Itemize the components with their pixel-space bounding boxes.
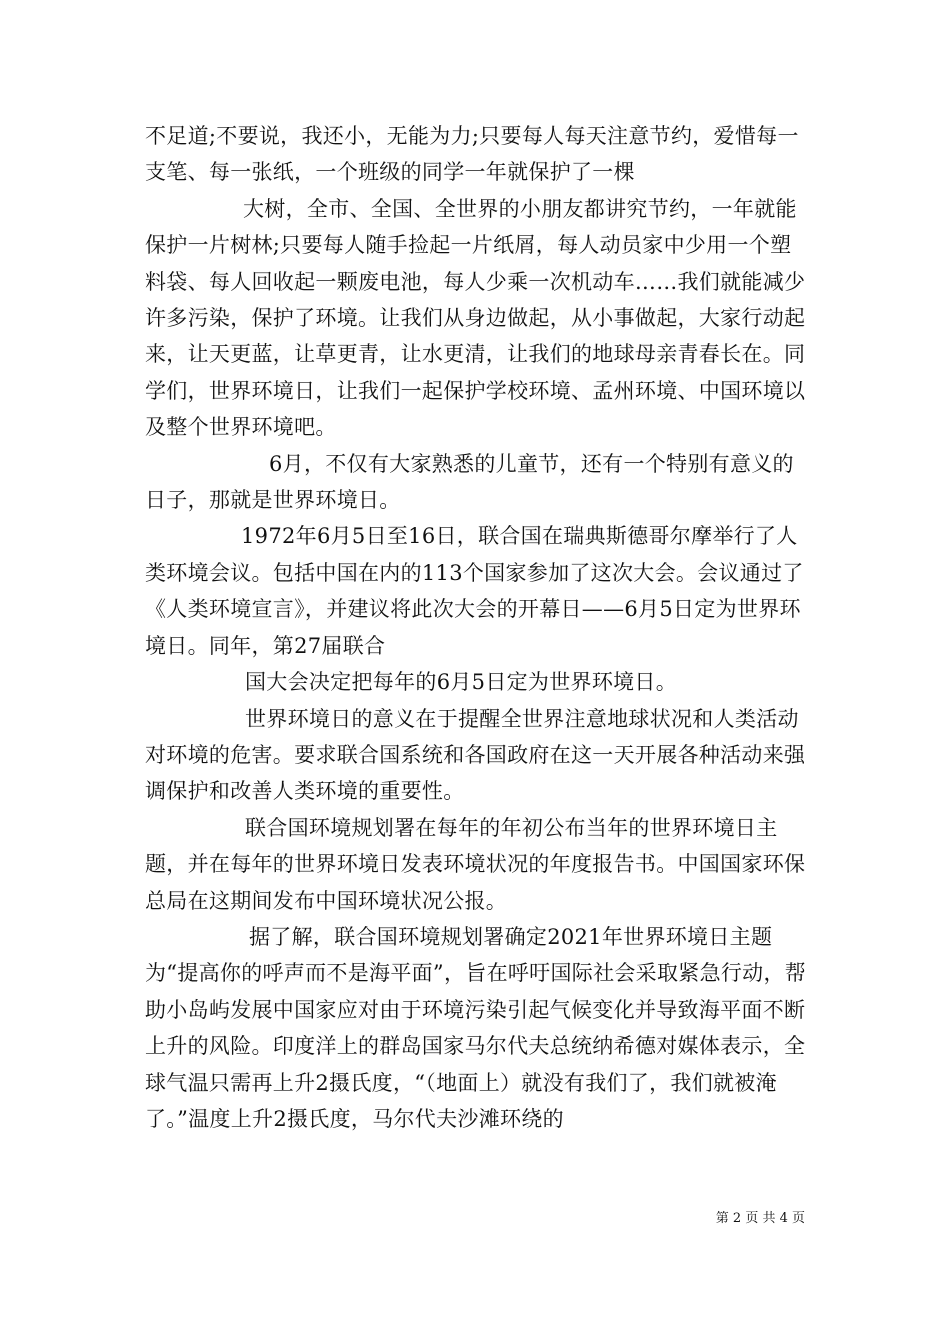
- document-body: [145, 118, 810, 1137]
- paragraph-1: 不足道;不要说，我还小，无能为力;只要每人每天注意节约，爱惜每一支笔、每一张纸，一个班级的同学一年就保护了一棵: [145, 124, 799, 185]
- paragraph-3: 6月，不仅有大家熟悉的儿童节，还有一个特别有意义的日子，那就是世界环境日。: [145, 451, 794, 513]
- paragraph-2: 大树，全市、全国、全世界的小朋友都讲究节约，一年就能保护一片树林;只要每人随手捡起一片纸屑，每人动员家中少用一个塑料袋、每人回收起一颗废电池，每人少乘一次机动车……我们就能减少许多污染，保护了环境。让我们从身边做起，从小事做起，大家行动起来，让天更蓝，让草更青，让水更清，让我们的地球母亲青春长在。同学们，世界环境日，让我们一起保护学校环境、孟州环境、中国环境以及整个世界环境吧。: [145, 196, 806, 440]
- paragraph-8: 据了解，联合国环境规划署确定2021年世界环境日主题为“提高你的呼声而不是海平面”，旨在呼吁国际社会采取紧急行动，帮助小岛屿发展中国家应对由于环境污染引起气候变化并导致海平面不断上升的风险。印度洋上的群岛国家马尔代夫总统纳希德对媒体表示，全球气温只需再上升2摄氏度，“（地面上）就没有我们了，我们就被淹了。”温度上升2摄氏度，马尔代夫沙滩环绕的: [145, 924, 807, 1131]
- paragraph-7: 联合国环境规划署在每年的年初公布当年的世界环境日主题，并在每年的世界环境日发表环境状况的年度报告书。中国国家环保总局在这期间发布中国环境状况公报。: [145, 815, 806, 913]
- paragraph-5: 国大会决定把每年的6月5日定为世界环境日。: [245, 670, 678, 695]
- paragraph-4: 1972年6月5日至16日，联合国在瑞典斯德哥尔摩举行了人类环境会议。包括中国在内的113个国家参加了这次大会。会议通过了《人类环境宣言》，并建议将此次大会的开幕日——6月5日定为世界环境日。同年，第27届联合: [145, 524, 804, 658]
- page-number: 第 2 页 共 4 页: [715, 1211, 805, 1226]
- paragraph-6: 世界环境日的意义在于提醒全世界注意地球状况和人类活动对环境的危害。要求联合国系统和各国政府在这一天开展各种活动来强调保护和改善人类环境的重要性。: [145, 706, 806, 804]
